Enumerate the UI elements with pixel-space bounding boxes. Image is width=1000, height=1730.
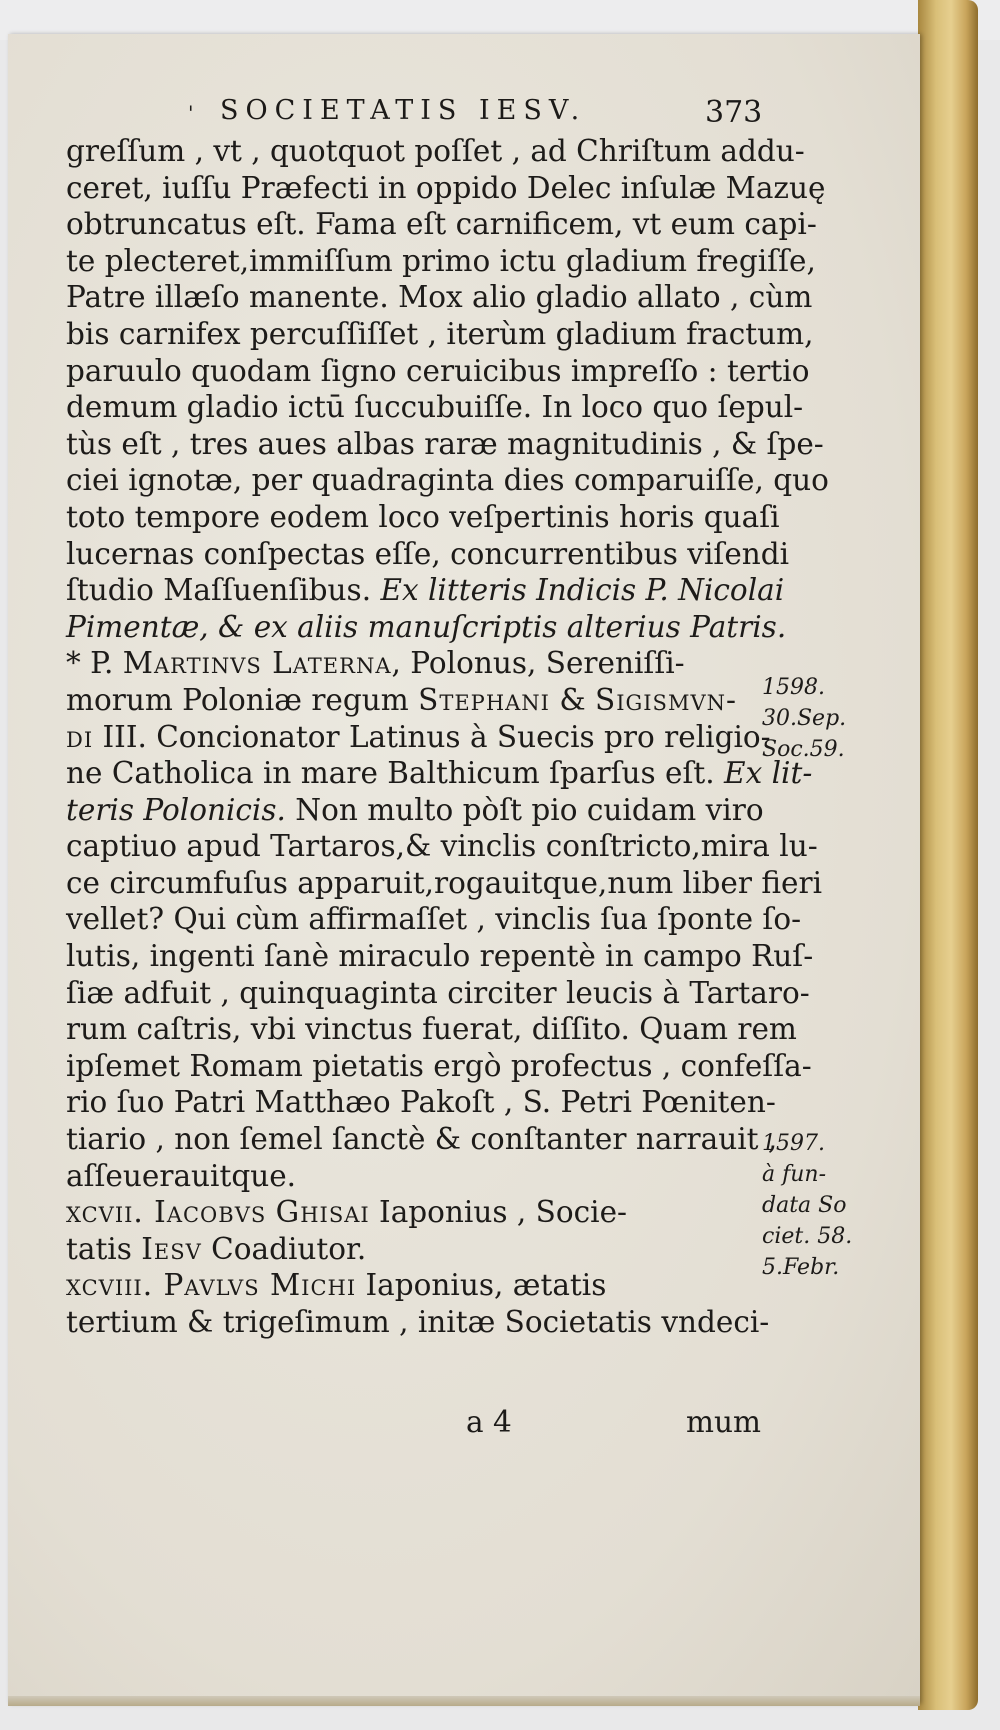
- text-segment: Ghisai: [275, 1195, 370, 1230]
- text-segment: te plecteret,immiſſum primo ictu gladium fregiſſe,: [66, 243, 816, 278]
- page-number: 373: [705, 95, 763, 130]
- margin-note-line: à fun-: [762, 1162, 827, 1187]
- text-segment: rum caſtris, vbi vinctus fuerat, diſſito. Quam rem: [66, 1012, 797, 1047]
- text-segment: ciei ignotæ, per quadraginta dies comparuiſſe, quo: [66, 463, 829, 498]
- text-segment: Sigismvn-: [594, 682, 737, 717]
- text-line: [66, 1231, 766, 1268]
- margin-note-line: 5.Febr.: [762, 1255, 840, 1280]
- text-line: [66, 1011, 797, 1048]
- catchword: mum: [686, 1405, 761, 1439]
- text-segment: Martinvs Laterna: [122, 646, 392, 681]
- text-segment: III. Concionator Latinus à Suecis pro religio-: [93, 719, 771, 754]
- text-segment: Ex litteris Indicis P. Nicolai: [380, 573, 785, 608]
- text-segment: Patre illæſo manente. Mox alio gladio allato , cùm: [66, 280, 813, 315]
- text-line: [66, 353, 810, 390]
- text-segment: ſtudio Maſſuenſibus.: [66, 573, 381, 608]
- text-segment: &: [549, 682, 595, 717]
- text-line: [66, 1304, 770, 1341]
- text-line: [66, 389, 804, 426]
- text-segment: vellet? Qui cùm affirmaſſet , vinclis ſua ſponte ſo-: [66, 902, 802, 937]
- text-segment: xcviii. Pavlvs Michi: [66, 1268, 357, 1303]
- text-segment: lutis, ingenti ſanè miraculo repentè in campo Ruſ-: [66, 939, 814, 974]
- text-line: [66, 1048, 812, 1085]
- text-segment: aſſeuerauitque.: [66, 1158, 297, 1193]
- text-segment: teris Polonicis.: [66, 792, 286, 827]
- text-line: [66, 975, 810, 1012]
- text-line: [66, 206, 817, 243]
- text-segment: morum Poloniæ regum: [66, 682, 419, 717]
- text-segment: lucernas conſpectas eſſe, concurrentibus viſendi: [66, 536, 790, 571]
- margin-note-line: ciet. 58.: [762, 1224, 853, 1249]
- text-line: [66, 1121, 778, 1158]
- text-line: [66, 536, 790, 573]
- text-segment: ceret, iuſſu Præfecti in oppido Delec inſulæ Mazuę: [66, 170, 826, 205]
- margin-note-1598: [762, 672, 846, 765]
- text-line: [66, 792, 766, 829]
- text-segment: Iesv: [141, 1231, 202, 1266]
- text-segment: rio ſuo Patri Matthæo Pakoſt , S. Petri Pœniten-: [66, 1085, 776, 1120]
- running-title: SOCIETATIS IESV.: [220, 95, 587, 126]
- page-header: [70, 95, 763, 135]
- text-line: [66, 682, 766, 719]
- page-bottom-edge: [8, 1696, 920, 1706]
- text-segment: ce circumfuſus apparuit,rogauitque,num liber fieri: [66, 865, 823, 900]
- margin-note-line: Soc.59.: [762, 737, 845, 762]
- margin-note-line: 30.Sep.: [762, 706, 847, 731]
- margin-note-1597: [762, 1128, 852, 1283]
- header-mark: ': [188, 101, 194, 125]
- text-line: [66, 279, 813, 316]
- text-line: [66, 426, 824, 463]
- text-segment: xcvii. Iacobvs: [66, 1195, 267, 1230]
- text-segment: demum gladio ictū ſuccubuiſſe. In loco quo ſepul-: [66, 390, 804, 425]
- text-segment: Non multo pòſt pio cuidam viro: [285, 792, 764, 827]
- margin-note-line: 1597.: [762, 1131, 825, 1156]
- text-line: [66, 938, 814, 975]
- text-line: [66, 462, 829, 499]
- text-segment: tùs eſt , tres aues albas raræ magnitudinis , & ſpe-: [66, 426, 824, 461]
- text-segment: Stephani: [418, 682, 550, 717]
- text-segment: obtruncatus eſt. Fama eſt carnificem, vt eum capi-: [66, 207, 817, 242]
- page-footer: [66, 1405, 766, 1445]
- text-segment: paruulo quodam ſigno ceruicibus impreſſo : tertio: [66, 353, 810, 388]
- text-line: [66, 719, 771, 756]
- text-line: [66, 499, 780, 536]
- text-line: [66, 170, 826, 207]
- margin-note-line: data So: [762, 1193, 847, 1218]
- text-segment: tertium & trigeſimum , initæ Societatis vndeci-: [66, 1305, 770, 1339]
- text-segment: toto tempore eodem loco veſpertinis horis quaſi: [66, 499, 780, 534]
- text-segment: [266, 1195, 275, 1229]
- text-line: [66, 828, 818, 865]
- text-line: [66, 645, 766, 682]
- text-segment: ipſemet Romam pietatis ergò profectus , confeſſa-: [66, 1048, 812, 1083]
- text-line: [66, 572, 785, 609]
- text-segment: Iaponius , Socie-: [369, 1195, 627, 1230]
- text-segment: Pimentæ, & ex aliis manuſcriptis alterius Patris.: [66, 609, 787, 644]
- margin-note-line: 1598.: [762, 675, 825, 700]
- signature-mark: a 4: [466, 1405, 512, 1439]
- text-line: [66, 1158, 766, 1195]
- text-segment: captiuo apud Tartaros,& vinclis conſtricto,mira lu-: [66, 829, 818, 864]
- text-line: [66, 243, 816, 280]
- text-line: [66, 755, 813, 792]
- text-segment: Ex lit-: [724, 756, 813, 791]
- text-segment: Iaponius, ætatis: [356, 1268, 607, 1303]
- text-line: [66, 901, 802, 938]
- text-line: [66, 609, 787, 646]
- text-line: [66, 1267, 766, 1304]
- text-segment: * P.: [66, 646, 123, 681]
- text-segment: tatis: [66, 1231, 142, 1266]
- text-segment: ſiæ adfuit , quinquaginta circiter leucis à Tartaro-: [66, 975, 810, 1010]
- text-segment: , Polonus, Sereniſſi-: [391, 646, 685, 681]
- text-line: [66, 316, 814, 353]
- text-line: [66, 865, 823, 902]
- text-line: [66, 133, 805, 170]
- text-segment: ne Catholica in mare Balthicum ſparſus eſt.: [66, 756, 725, 791]
- text-segment: tiario , non ſemel ſanctè & conſtanter narrauit ,: [66, 1122, 778, 1157]
- text-segment: greſſum , vt , quotquot poſſet , ad Chriſtum addu-: [66, 134, 805, 168]
- book-cover-edge: [918, 0, 978, 1710]
- text-segment: Coadiutor.: [201, 1231, 367, 1266]
- text-line: [66, 1194, 766, 1231]
- text-segment: bis carnifex percuſſiſſet , iterùm gladium fractum,: [66, 316, 814, 351]
- text-line: [66, 1084, 776, 1121]
- text-segment: di: [66, 719, 94, 754]
